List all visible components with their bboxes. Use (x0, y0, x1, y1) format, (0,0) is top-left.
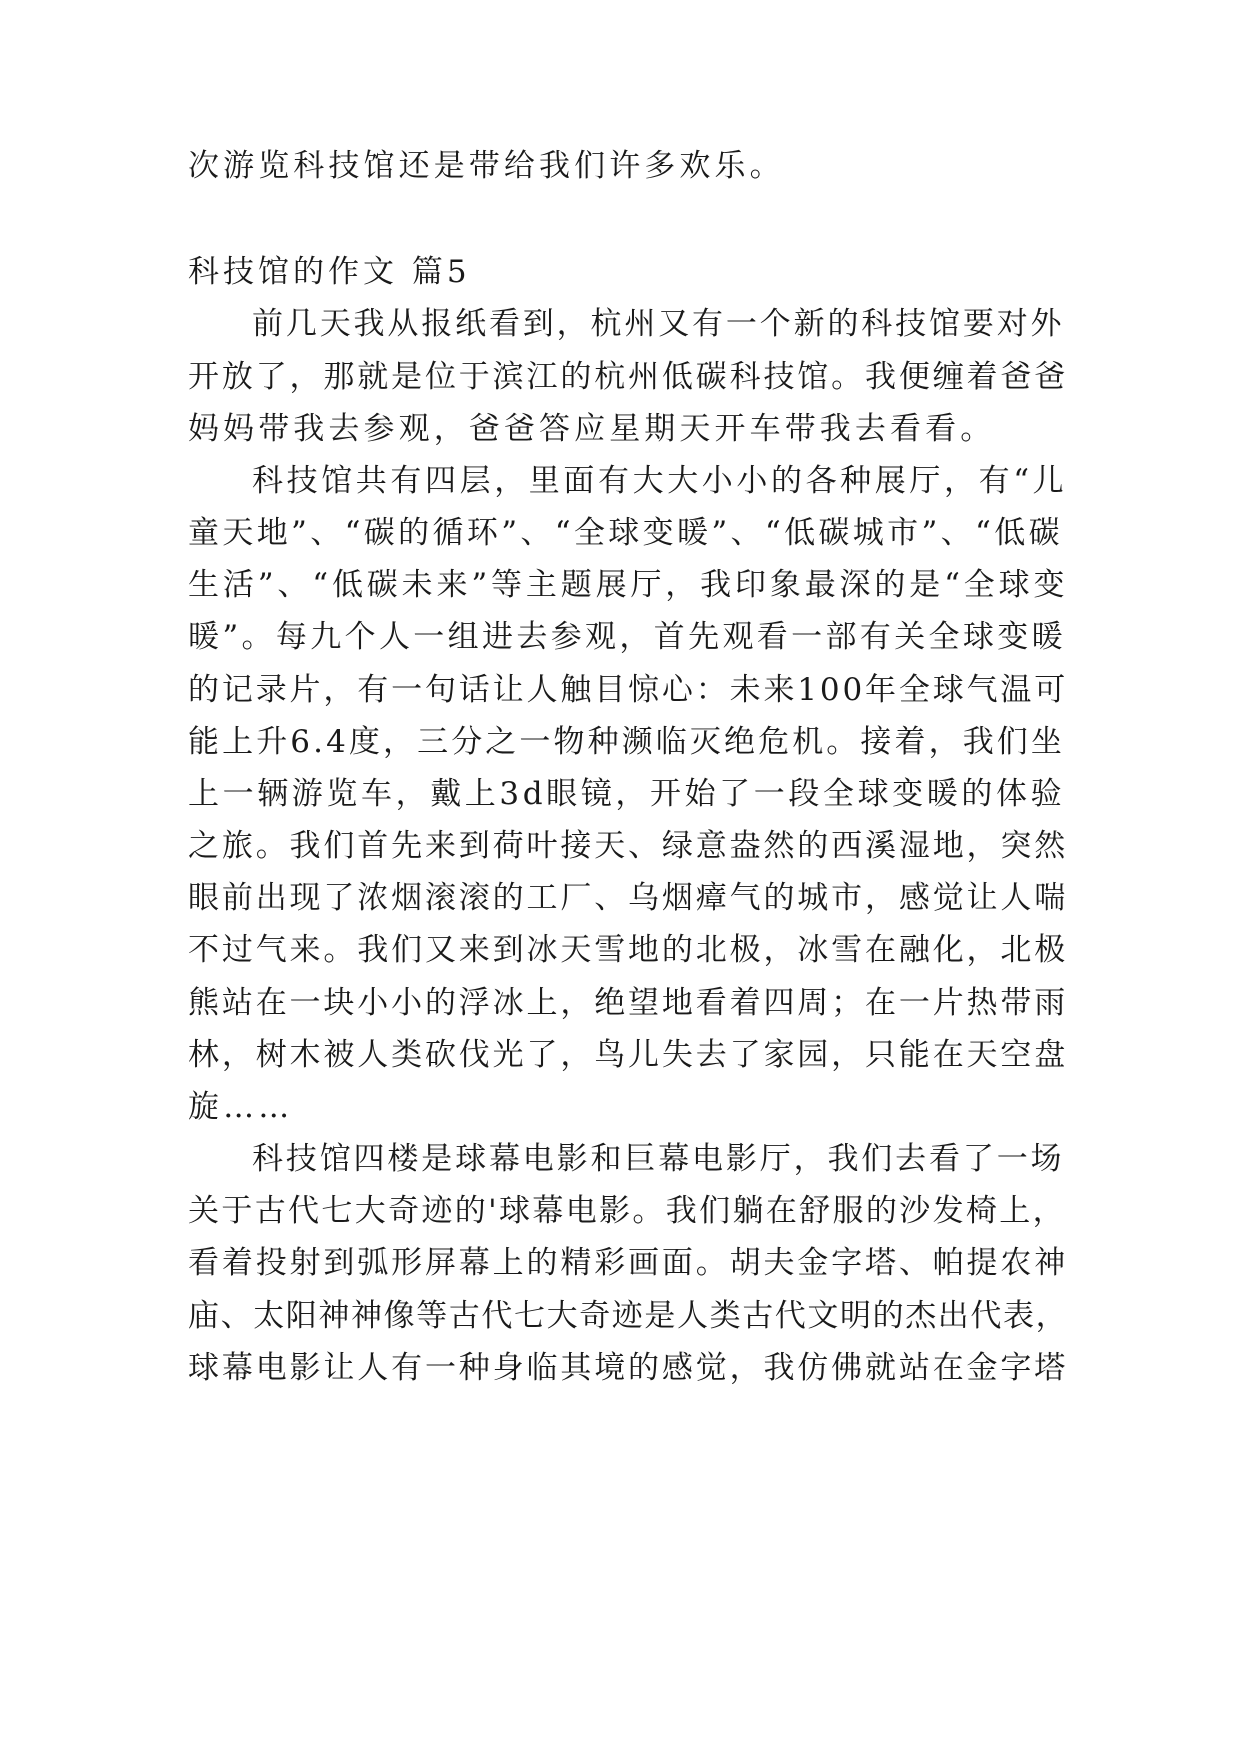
paragraph-3-line-3: 看着投射到弧形屏幕上的精彩画面。胡夫金字塔、帕提农神 (188, 1245, 1069, 1281)
paragraph-2-line-3: 生活”、“低碳未来”等主题展厅，我印象最深的是“全球变 (188, 567, 1069, 603)
paragraph-3-line-5: 球幕电影让人有一种身临其境的感觉，我仿佛就站在金字塔 (188, 1350, 1069, 1386)
paragraph-1-line-3: 妈妈带我去参观，爸爸答应星期天开车带我去看看。 (188, 411, 996, 447)
paragraph-2-line-1: 科技馆共有四层，里面有大大小小的各种展厅，有“儿 (252, 463, 1068, 499)
paragraph-2-line-12: 林，树木被人类砍伐光了，鸟儿失去了家园，只能在天空盘 (188, 1037, 1069, 1073)
paragraph-2-line-9: 眼前出现了浓烟滚滚的工厂、乌烟瘴气的城市，感觉让人喘 (188, 880, 1069, 916)
paragraph-2-line-10: 不过气来。我们又来到冰天雪地的北极，冰雪在融化，北极 (188, 932, 1069, 968)
section-title: 科技馆的作文 篇5 (188, 254, 471, 290)
paragraph-2-line-4: 暖”。每九个人一组进去参观，首先观看一部有关全球变暖 (188, 619, 1066, 655)
paragraph-3-line-2: 关于古代七大奇迹的'球幕电影。我们躺在舒服的沙发椅上， (188, 1193, 1066, 1229)
paragraph-3-line-1: 科技馆四楼是球幕电影和巨幕电影厅，我们去看了一场 (252, 1141, 1065, 1177)
paragraph-1-line-1: 前几天我从报纸看到，杭州又有一个新的科技馆要对外 (252, 306, 1065, 342)
paragraph-1-line-2: 开放了，那就是位于滨江的杭州低碳科技馆。我便缠着爸爸 (188, 359, 1069, 395)
paragraph-2-line-6: 能上升6.4度，三分之一物种濒临灭绝危机。接着，我们坐 (188, 724, 1065, 760)
paragraph-2-line-5: 的记录片，有一句话让人触目惊心：未来100年全球气温可 (188, 672, 1069, 708)
paragraph-2-line-13: 旋…… (188, 1089, 294, 1125)
paragraph-2-line-11: 熊站在一块小小的浮冰上，绝望地看着四周；在一片热带雨 (188, 985, 1069, 1021)
paragraph-2-line-7: 上一辆游览车，戴上3d眼镜，开始了一段全球变暖的体验 (188, 776, 1066, 812)
opening-line: 次游览科技馆还是带给我们许多欢乐。 (188, 148, 785, 184)
paragraph-3-line-4: 庙、太阳神神像等古代七大奇迹是人类古代文明的杰出代表， (188, 1298, 1069, 1334)
paragraph-2-line-2: 童天地”、“碳的循环”、“全球变暖”、“低碳城市”、“低碳 (188, 515, 1063, 551)
paragraph-2-line-8: 之旅。我们首先来到荷叶接天、绿意盎然的西溪湿地，突然 (188, 828, 1069, 864)
